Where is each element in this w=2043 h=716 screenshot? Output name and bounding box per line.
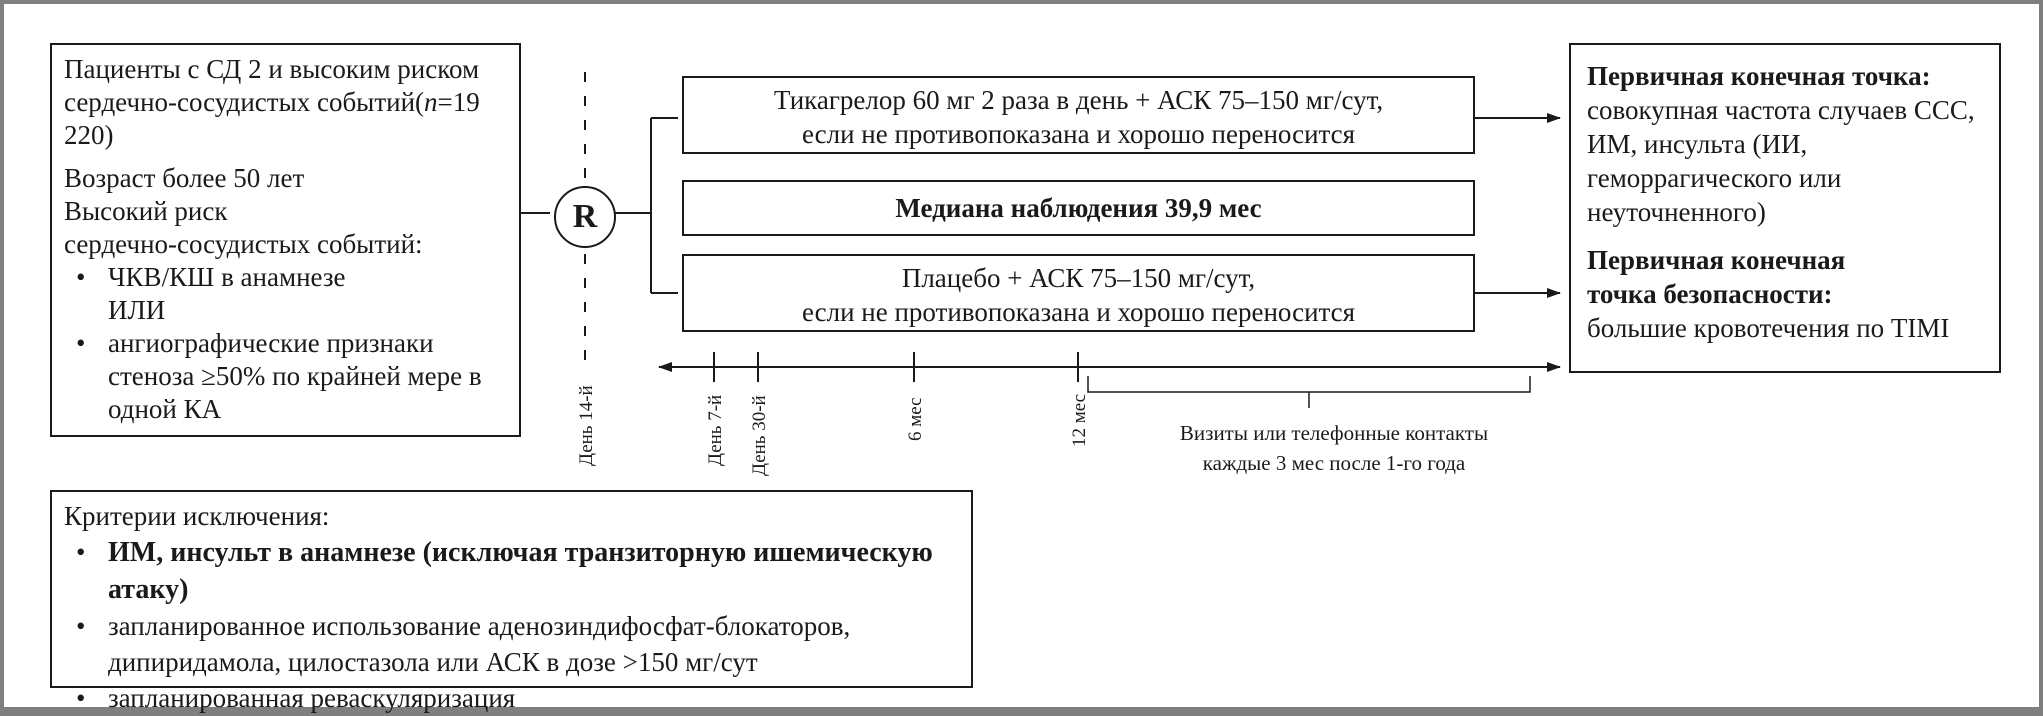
exclusion-item-mi-stroke: • ИМ, инсульт в анамнезе (исключая транзиторную ишемическую атаку) xyxy=(76,537,933,605)
patients-risk-line2: сердечно-сосудистых событий: xyxy=(64,229,423,259)
primary-endpoint-title: Первичная конечная точка: xyxy=(1587,61,1931,91)
tick-label-day30: День 30-й xyxy=(749,395,770,476)
tick-label-day7: День 7-й xyxy=(705,394,726,466)
followup-note xyxy=(1054,418,1614,478)
patients-title: Пациенты с СД 2 и высоким риском сердечно-сосудистых событий(n=19 220) xyxy=(64,54,480,150)
tick-label-12mo: 12 мес xyxy=(1069,393,1090,447)
endpoints-box xyxy=(1569,43,2001,373)
exclusion-criteria-box xyxy=(50,490,973,713)
followup-line2: каждые 3 мес после 1-го года xyxy=(1202,451,1466,475)
ticagrelor-line1: Тикагрелор 60 мг 2 раза в день + АСК 75–150 мг/сут, xyxy=(773,85,1384,115)
exclusion-title: Критерии исключения: xyxy=(64,501,330,531)
exclusion-item-dipyridamole: дипиридамола, цилостазола или АСК в дозе >150 мг/сут xyxy=(108,647,758,677)
safety-endpoint-title-line2: точка безопасности: xyxy=(1587,279,1833,309)
primary-endpoint xyxy=(1587,59,1983,229)
primary-endpoint-text: совокупная частота случаев ССС, ИМ, инсульта (ИИ, геморрагического или неуточненного) xyxy=(1587,95,1975,227)
safety-endpoint-title-line1: Первичная конечная xyxy=(1587,245,1846,275)
exclusion-item-adp-blockers: • запланированное использование аденозиндифосфат-блокаторов, xyxy=(76,611,851,641)
placebo-line1: Плацебо + АСК 75–150 мг/сут, xyxy=(901,263,1256,293)
patients-or: ИЛИ xyxy=(108,295,166,325)
patients-age: Возраст более 50 лет xyxy=(64,163,305,193)
exclusion-item-revascularization: • запланированная реваскуляризация xyxy=(76,683,516,713)
patients-bullet-pci: • ЧКВ/КШ в анамнезе xyxy=(76,262,346,292)
tick-label-6mo: 6 мес xyxy=(905,397,926,441)
ticagrelor-line2: если не противопоказана и хорошо переносится xyxy=(801,119,1356,149)
patients-bullet-stenosis: • ангиографические признаки стеноза ≥50% по крайней мере в одной КА xyxy=(76,328,482,424)
ticagrelor-arm-box xyxy=(682,76,1475,154)
followup-line1: Визиты или телефонные контакты xyxy=(1179,421,1489,445)
safety-endpoint-text: большие кровотечения по TIMI xyxy=(1587,313,1950,343)
randomization-circle: R xyxy=(554,186,616,248)
median-followup-box: Медиана наблюдения 39,9 мес xyxy=(682,180,1475,236)
followup-bracket xyxy=(1088,376,1530,392)
placebo-line2: если не противопоказана и хорошо переносится xyxy=(801,297,1356,327)
patients-risk-line1: Высокий риск xyxy=(64,196,228,226)
safety-endpoint xyxy=(1587,243,1983,345)
placebo-arm-box xyxy=(682,254,1475,332)
day14-label: День 14-й xyxy=(576,385,597,466)
patients-box xyxy=(50,43,521,437)
